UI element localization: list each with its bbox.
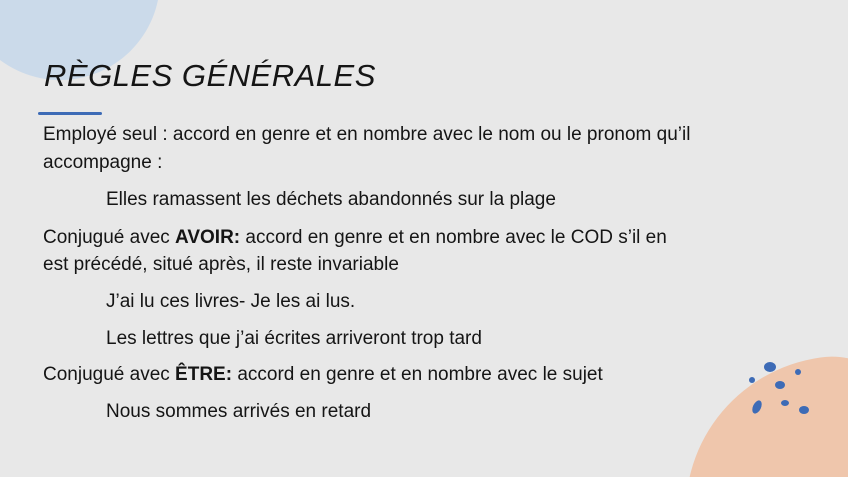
- rule-avoir-text: accord en genre et en nombre avec le COD s’il en: [240, 227, 667, 248]
- rule-avoir-line1: [43, 225, 667, 251]
- rule-etre-keyword: ÊTRE:: [175, 364, 233, 385]
- example-employe-seul: Elles ramassent les déchets abandonnés sur la plage: [106, 189, 556, 210]
- rule-employe-seul-line2: accompagne :: [43, 152, 163, 173]
- decorative-dots: [740, 355, 820, 425]
- dot: [795, 369, 801, 375]
- dot: [750, 399, 763, 415]
- rule-employe-seul-line1: Employé seul : accord en genre et en nombre avec le nom ou le pronom qu’il: [43, 124, 691, 145]
- slide-title: RÈGLES GÉNÉRALES: [44, 58, 376, 93]
- rule-etre-prefix: Conjugué avec: [43, 364, 176, 385]
- dot: [799, 406, 809, 414]
- rule-etre-text: accord en genre et en nombre avec le sujet: [232, 364, 603, 385]
- example-avoir-2: Les lettres que j’ai écrites arriveront trop tard: [106, 328, 482, 349]
- example-avoir-1: J’ai lu ces livres- Je les ai lus.: [106, 291, 356, 312]
- rule-avoir-keyword: AVOIR:: [175, 227, 241, 248]
- rule-avoir-prefix: Conjugué avec: [43, 227, 176, 248]
- rule-avoir-line2: est précédé, situé après, il reste invariable: [43, 254, 399, 275]
- dot: [764, 362, 776, 372]
- rule-etre: [43, 362, 603, 388]
- title-underline: [38, 112, 102, 115]
- dot: [775, 381, 785, 389]
- dot: [781, 400, 789, 406]
- example-etre: Nous sommes arrivés en retard: [106, 401, 372, 422]
- dot: [749, 377, 755, 383]
